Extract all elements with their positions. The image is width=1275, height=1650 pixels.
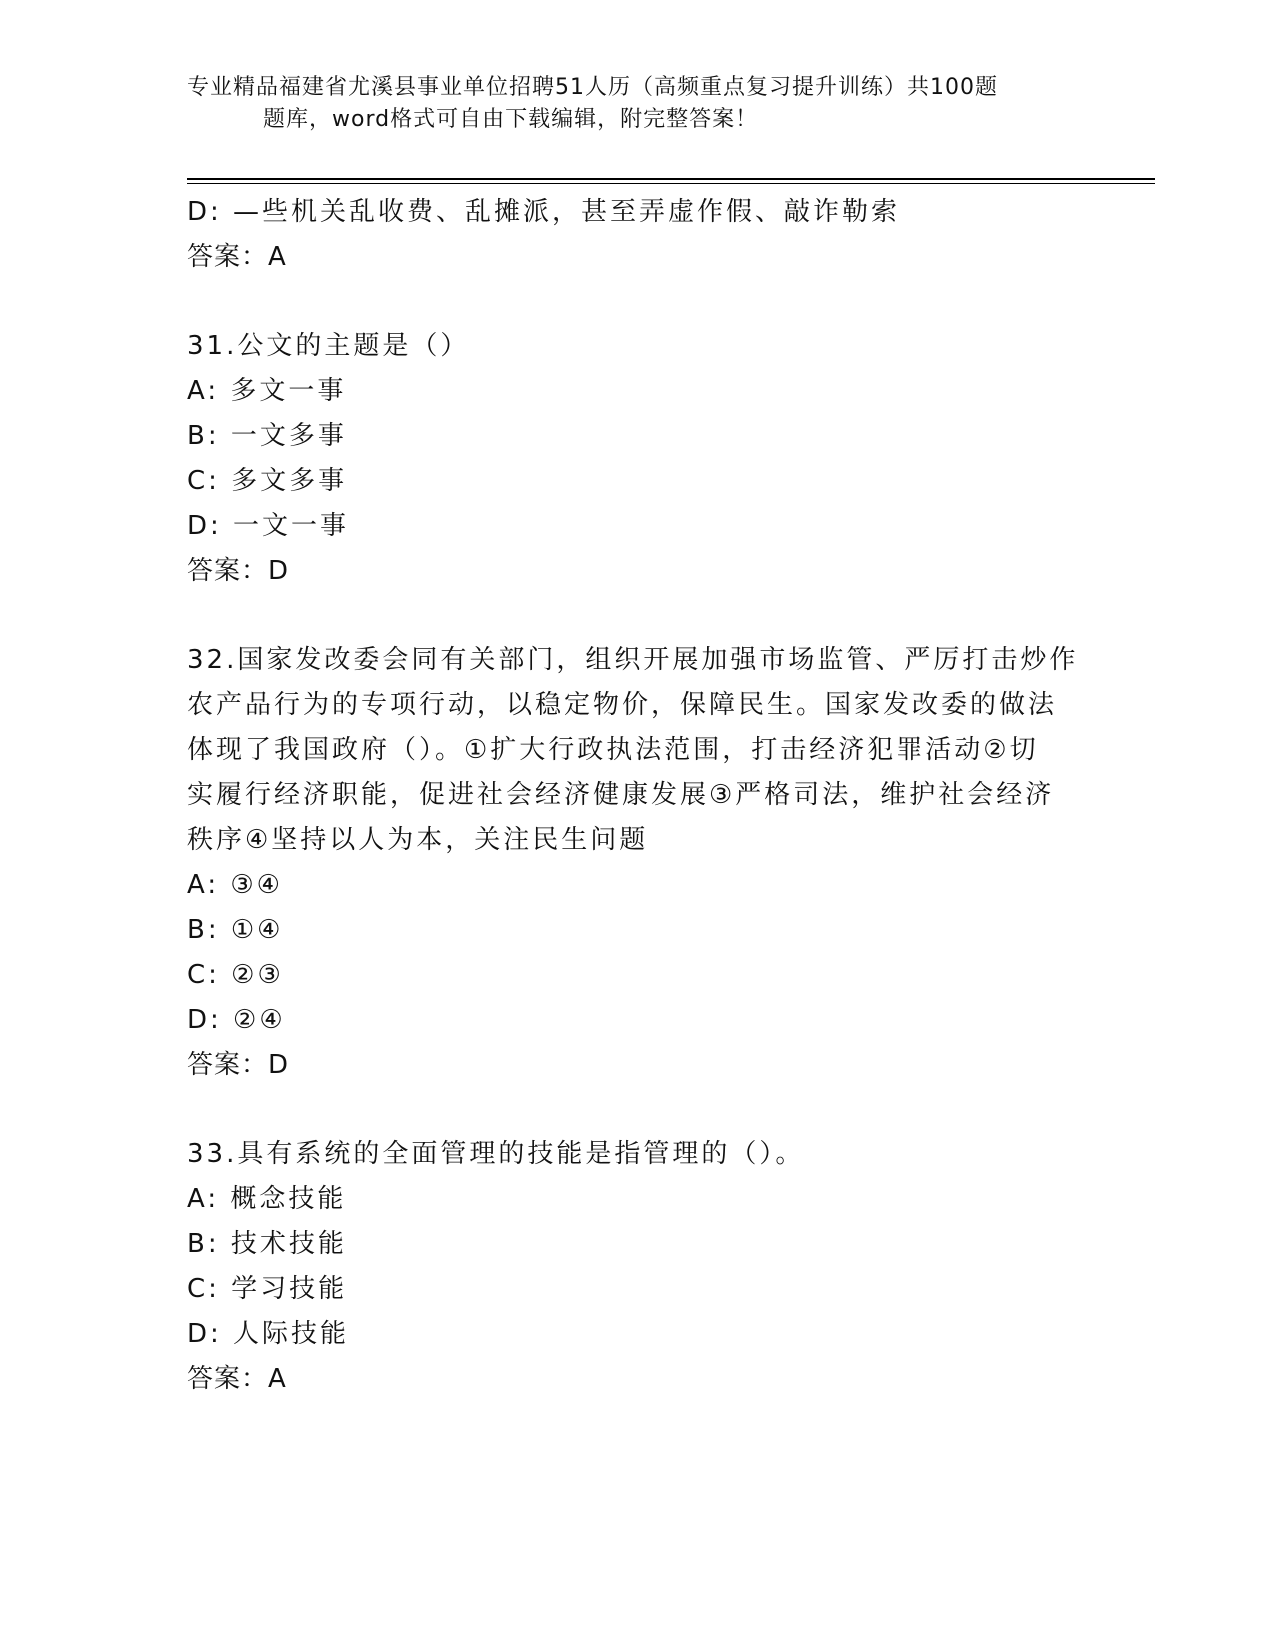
header-divider-thin [187, 183, 1155, 184]
question-stem-line: 32.国家发改委会同有关部门，组织开展加强市场监管、严厉打击炒作 [187, 645, 1079, 675]
option-b: B: ①④ [187, 915, 284, 945]
option-a: A: ③④ [187, 870, 283, 900]
option-c: C: 学习技能 [187, 1274, 348, 1304]
question-list [187, 190, 1087, 1402]
header-title-line1: 专业精品福建省尤溪县事业单位招聘51人历（高频重点复习提升训练）共100题 [187, 75, 998, 100]
answer-label: 答案：A [187, 242, 287, 272]
answer-label: 答案：A [187, 1364, 287, 1394]
option-d: D: 一文一事 [187, 511, 350, 541]
question-stem-line: 体现了我国政府（）。①扩大行政执法范围，打击经济犯罪活动②切 [187, 735, 1039, 765]
question-stem-line: 农产品行为的专项行动，以稳定物价，保障民生。国家发改委的做法 [187, 690, 1058, 720]
question-32 [187, 638, 1087, 1088]
option-a: A: 概念技能 [187, 1184, 347, 1214]
option-b: B: 技术技能 [187, 1229, 347, 1259]
document-header [187, 72, 1067, 136]
option-d: D: ②④ [187, 1005, 286, 1035]
option-c: C: ②③ [187, 960, 284, 990]
question-31 [187, 324, 1087, 594]
option-c: C: 多文多事 [187, 466, 348, 496]
option-d: D: 人际技能 [187, 1319, 350, 1349]
header-divider-thick [187, 178, 1155, 180]
answer-label: 答案：D [187, 1050, 290, 1080]
option-b: B: 一文多事 [187, 421, 347, 451]
header-title-line2: 题库，word格式可自由下载编辑，附完整答案！ [263, 107, 759, 132]
question-stem-line: 实履行经济职能，促进社会经济健康发展③严格司法，维护社会经济 [187, 780, 1055, 810]
question-stem-line: 秩序④坚持以人为本，关注民生问题 [187, 825, 649, 855]
option-a: A: 多文一事 [187, 376, 347, 406]
question-stem: 31.公文的主题是（） [187, 331, 470, 361]
question-30-tail [187, 190, 1087, 280]
question-33 [187, 1132, 1087, 1402]
question-stem: 33.具有系统的全面管理的技能是指管理的（）。 [187, 1139, 805, 1169]
option-d: D: —些机关乱收费、乱摊派，甚至弄虚作假、敲诈勒索 [187, 197, 901, 227]
answer-label: 答案：D [187, 556, 290, 586]
